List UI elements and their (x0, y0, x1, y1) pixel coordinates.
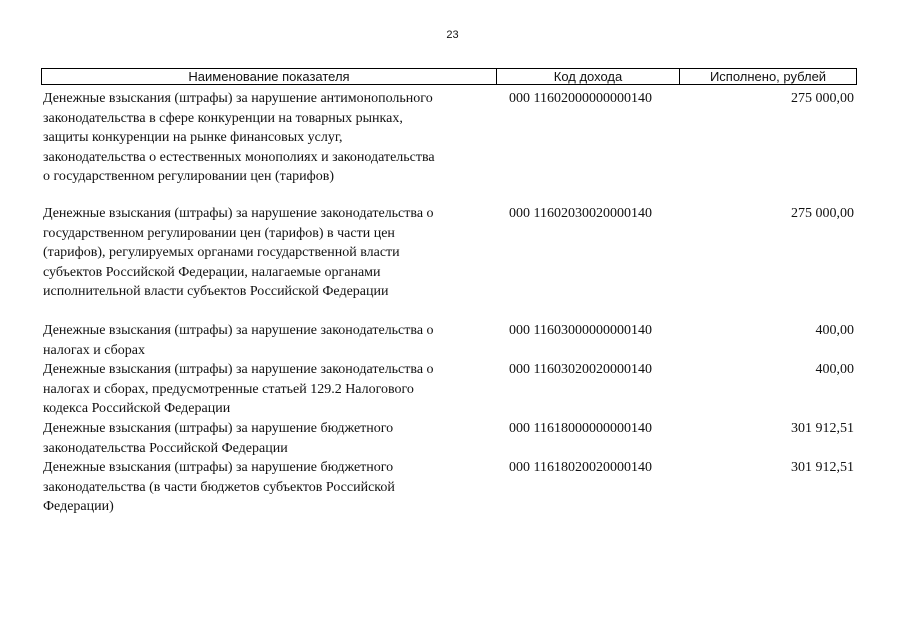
row-name-line: кодекса Российской Федерации (43, 401, 231, 416)
row-name-line: Денежные взыскания (штрафы) за нарушение бюджетного (43, 460, 394, 475)
row-name-line: государственном регулировании цен (тарифов) в части цен (43, 225, 395, 241)
row-name-line: Денежные взыскания (штрафы) за нарушение законодательства о (43, 206, 434, 221)
row-code: 000 11603000000000140 (509, 323, 652, 338)
row-name (43, 89, 495, 187)
row-name-line: законодательства Российской Федерации (43, 440, 288, 456)
row-name-line: законодательства о естественных монополиях и законодательства (43, 149, 435, 165)
row-name-line: законодательства в сфере конкуренции на товарных рынках, (43, 110, 403, 126)
row-name (43, 204, 495, 302)
row-name (43, 360, 495, 419)
row-code: 000 11618000000000140 (509, 421, 652, 436)
row-code: 000 11602030020000140 (509, 206, 652, 221)
row-name-line: налогах и сборах (43, 342, 145, 358)
row-name (43, 419, 495, 458)
row-code: 000 11602000000000140 (509, 91, 652, 106)
row-name-line: защиты конкуренции на рынке финансовых услуг, (43, 130, 343, 145)
row-code: 000 11618020020000140 (509, 460, 652, 475)
row-name-line: Денежные взыскания (штрафы) за нарушение антимонопольного (43, 91, 433, 106)
row-amount: 400,00 (815, 362, 854, 377)
header-code: Код дохода (496, 69, 679, 84)
header-name: Наименование показателя (188, 69, 350, 84)
row-name-line: Денежные взыскания (штрафы) за нарушение законодательства о (43, 323, 434, 338)
row-name-line: Федерации) (43, 499, 114, 514)
table-header (41, 68, 857, 85)
row-name-line: налогах и сборах, предусмотренные статьей 129.2 Налогового (43, 381, 414, 397)
row-amount: 400,00 (815, 323, 854, 338)
row-name-line: Денежные взыскания (штрафы) за нарушение бюджетного (43, 421, 394, 436)
row-amount: 301 912,51 (791, 421, 854, 436)
row-name-line: (тарифов), регулируемых органами государственной власти (43, 245, 400, 260)
header-amount: Исполнено, рублей (679, 69, 856, 84)
row-name (43, 321, 495, 360)
row-amount: 275 000,00 (791, 206, 854, 221)
row-name-line: о государственном регулировании цен (тарифов) (43, 169, 335, 184)
row-name-line: Денежные взыскания (штрафы) за нарушение законодательства о (43, 362, 434, 377)
row-name-line: исполнительной власти субъектов Российской Федерации (43, 284, 389, 299)
row-name-line: субъектов Российской Федерации, налагаемые органами (43, 264, 381, 280)
row-amount: 301 912,51 (791, 460, 854, 475)
row-code: 000 11603020020000140 (509, 362, 652, 377)
row-amount: 275 000,00 (791, 91, 854, 106)
row-name (43, 458, 495, 517)
page-number: 23 (446, 29, 459, 41)
row-name-line: законодательства (в части бюджетов субъектов Российской (43, 479, 395, 495)
